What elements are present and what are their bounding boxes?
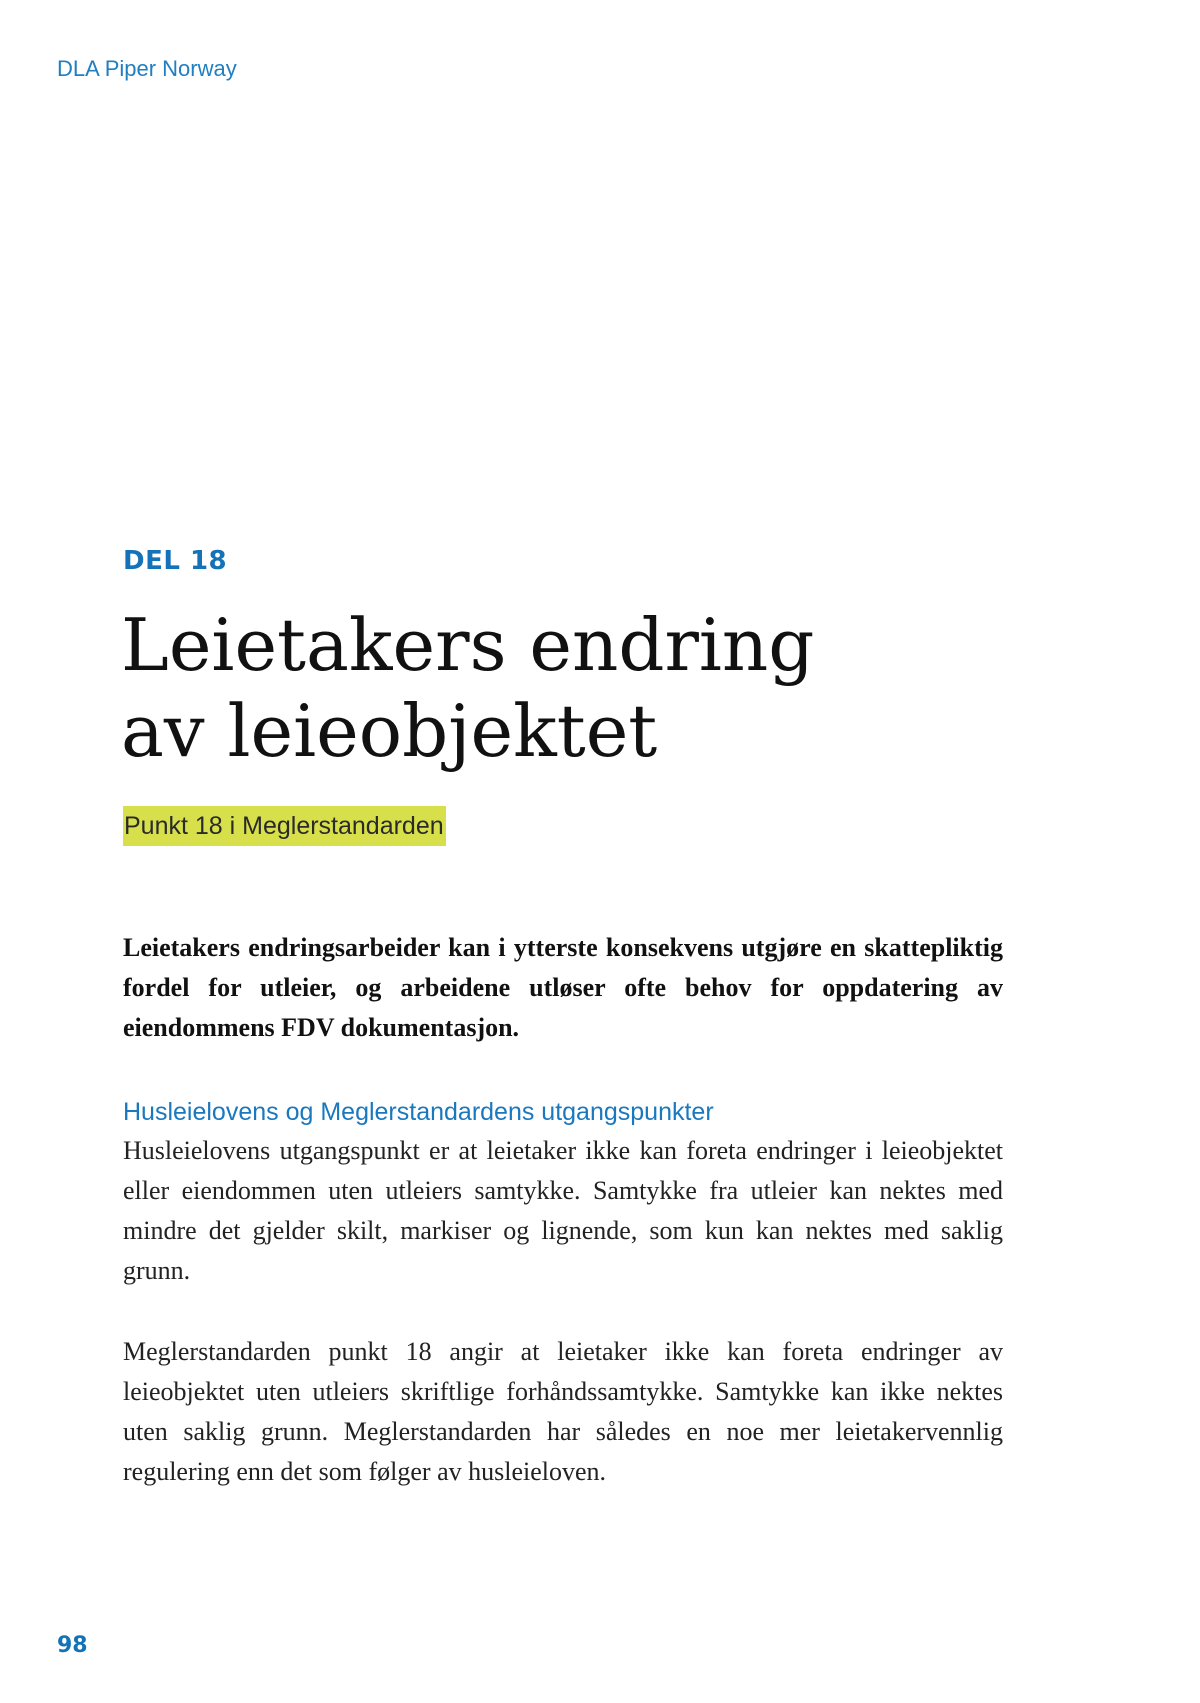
lead-paragraph: Leietakers endringsarbeider kan i ytterste konsekvens utgjøre en skattepliktig fordel for utleier, og arbeidene utløser ofte behov for oppdatering av eiendommens FDV dokumentasjon.: [123, 933, 1003, 1042]
body-paragraph-1: Husleielovens utgangspunkt er at leietaker ikke kan foreta endringer i leieobjektet eller eiendommen uten utleiers samtykke. Samtykke fra utleier kan nektes med mindre det gjelder skilt, markiser og lignende, som kun kan nektes med saklig grunn.: [123, 1136, 1003, 1285]
running-header: DLA Piper Norway: [57, 56, 237, 81]
subheading: Husleielovens og Meglerstandardens utgangspunkter: [123, 1098, 714, 1126]
chapter-title-line-1: Leietakers endring: [121, 603, 815, 687]
chapter-title-line-2: av leieobjektet: [121, 689, 658, 773]
chapter-title: [121, 602, 1021, 774]
page-number: 98: [57, 1633, 88, 1658]
section-label: DEL 18: [123, 546, 228, 576]
reference-highlight: Punkt 18 i Meglerstandarden: [123, 806, 446, 846]
body-paragraph-2: Meglerstandarden punkt 18 angir at leietaker ikke kan foreta endringer av leieobjektet uten utleiers skriftlige forhåndssamtykke. Samtykke kan ikke nektes uten saklig grunn. Meglerstandarden har således en noe mer leietakervennlig regulering enn det som følger av husleieloven.: [123, 1337, 1003, 1486]
